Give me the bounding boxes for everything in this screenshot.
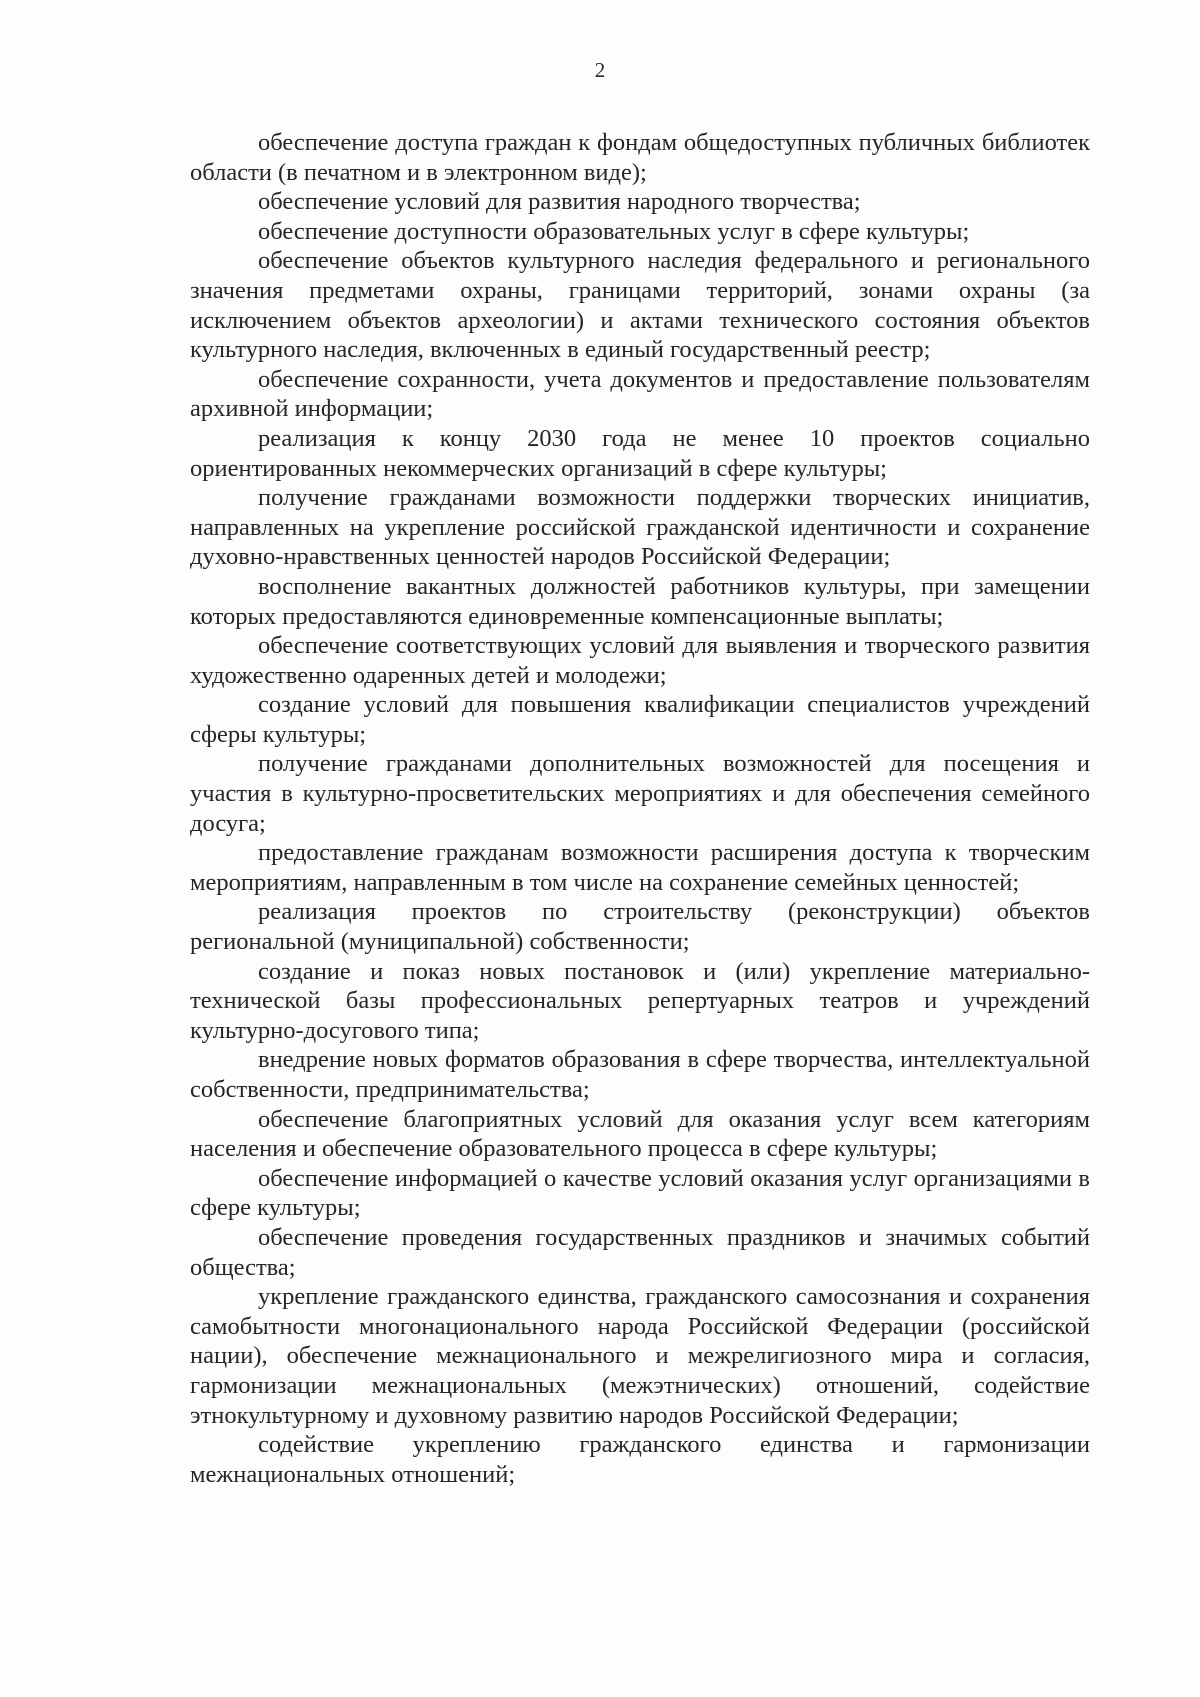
paragraph: обеспечение доступа граждан к фондам общедоступных публичных библиотек области (в печатном и в электронном виде); [190, 129, 1090, 186]
paragraph: предоставление гражданам возможности расширения доступа к творческим мероприятиям, направленным в том числе на сохранение семейных ценностей; [190, 839, 1090, 896]
paragraph: обеспечение благоприятных условий для оказания услуг всем категориям населения и обеспечение образовательного процесса в сфере культуры; [190, 1105, 1090, 1163]
paragraph: внедрение новых форматов образования в сфере творчества, интеллектуальной собственности, предпринимательства; [190, 1046, 1090, 1103]
paragraph: реализация проектов по строительству (реконструкции) объектов региональной (муниципальной) собственности; [190, 898, 1090, 956]
paragraph: создание условий для повышения квалификации специалистов учреждений сферы культуры; [190, 691, 1090, 748]
page-number: 2 [594, 58, 606, 82]
paragraph: обеспечение проведения государственных праздников и значимых событий общества; [190, 1223, 1090, 1281]
paragraph: восполнение вакантных должностей работников культуры, при замещении которых предоставляются единовременные компенсационные выплаты; [190, 572, 1090, 630]
paragraph: укрепление гражданского единства, гражданского самосознания и сохранения самобытности многонационального народа Российской Федерации (российской нации), обеспечение межнационального и межрелигиозного мира и согласия, гармонизации межнациональных (межэтнических) отношений, содействие этнокультурному и духовному развитию народов Российской Федерации; [190, 1283, 1090, 1429]
paragraph: обеспечение доступности образовательных услуг в сфере культуры; [258, 217, 970, 245]
document-body [190, 128, 1090, 1489]
paragraph: получение гражданами возможности поддержки творческих инициатив, направленных на укрепление российской гражданской идентичности и сохранение духовно-нравственных ценностей народов Российской Федерации; [190, 484, 1090, 571]
paragraph: обеспечение соответствующих условий для выявления и творческого развития художественно одаренных детей и молодежи; [190, 632, 1090, 689]
paragraph: получение гражданами дополнительных возможностей для посещения и участия в культурно-просветительских мероприятиях и для обеспечения семейного досуга; [190, 750, 1090, 837]
paragraph: создание и показ новых постановок и (или) укрепление материально-технической базы профессиональных репертуарных театров и учреждений культурно-досугового типа; [190, 957, 1090, 1044]
paragraph: обеспечение объектов культурного наследия федерального и регионального значения предметами охраны, границами территорий, зонами охраны (за исключением объектов археологии) и актами технического состояния объектов культурного наследия, включенных в единый государственный реестр; [190, 247, 1090, 364]
paragraph: обеспечение сохранности, учета документов и предоставление пользователям архивной информации; [190, 365, 1090, 423]
paragraph: содействие укреплению гражданского единства и гармонизации межнациональных отношений; [190, 1431, 1090, 1488]
paragraph: обеспечение условий для развития народного творчества; [258, 188, 861, 216]
paragraph: реализация к концу 2030 года не менее 10 проектов социально ориентированных некоммерческих организаций в сфере культуры; [190, 424, 1090, 482]
paragraph: обеспечение информацией о качестве условий оказания услуг организациями в сфере культуры; [190, 1164, 1090, 1222]
